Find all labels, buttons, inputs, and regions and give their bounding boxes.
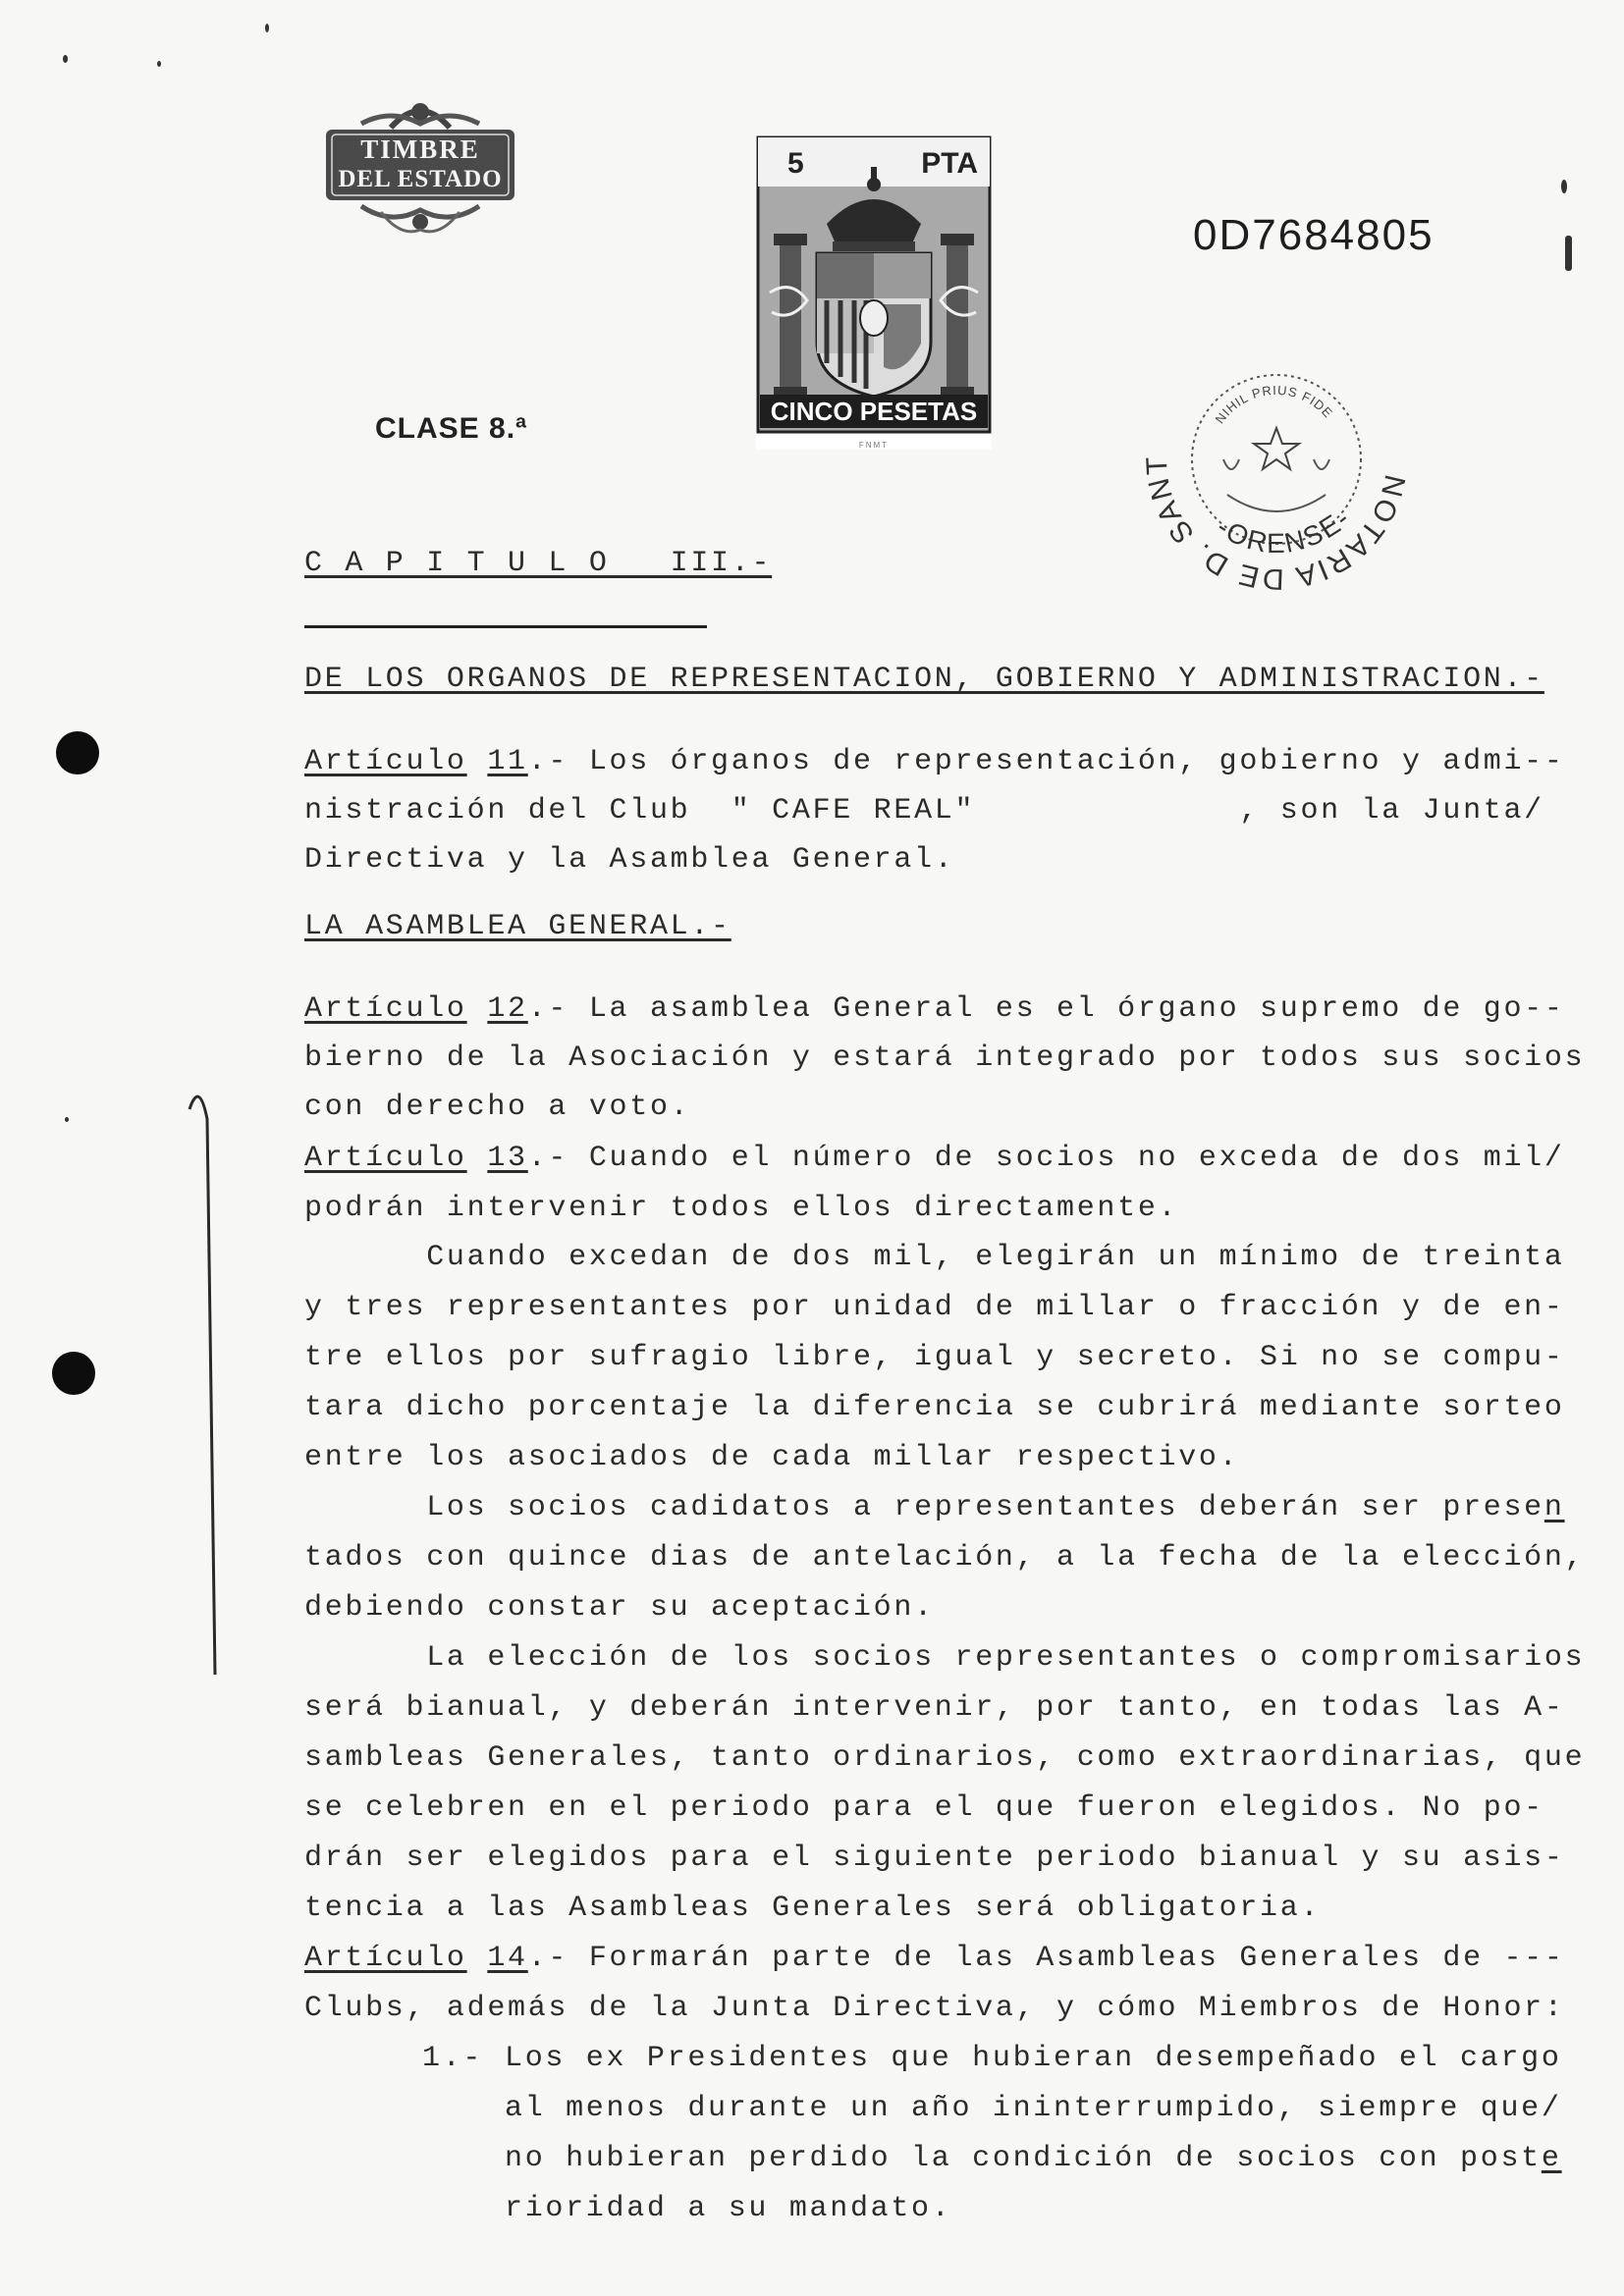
article-13-p3-line-2: tados con quince dias de antelación, a la fecha de la elección, (304, 1541, 1586, 1575)
article-text: no hubieran perdido la condición de socios con post (505, 2142, 1542, 2175)
article-11-line-1 (304, 744, 1565, 779)
notary-seal (1129, 312, 1424, 607)
chapter-subtitle: DE LOS ORGANOS DE REPRESENTACION, GOBIERNO Y ADMINISTRACION.- (304, 663, 1544, 696)
svg-text:NIHIL PRIUS FIDE (1213, 383, 1336, 426)
article-text: .- Cuando el número de socios no exceda de dos mil/ (527, 1142, 1565, 1175)
seal-inner-text: NIHIL PRIUS FIDE (1212, 382, 1336, 427)
article-14-item-line-4: rioridad a su mandato. (505, 2192, 952, 2225)
ink-speck (1565, 236, 1572, 271)
article-number: 14 (487, 1942, 528, 1975)
article-12-line-3: con derecho a voto. (304, 1091, 691, 1124)
article-13-p3-line-3: debiendo constar su aceptación. (304, 1591, 935, 1625)
ink-speck (265, 24, 269, 32)
article-number: 12 (487, 992, 528, 1026)
ink-speck (1561, 180, 1567, 193)
clase-label: CLASE 8.ª (375, 412, 528, 445)
chapter-rule (304, 625, 707, 628)
punch-hole-bottom (52, 1352, 95, 1395)
article-11-line-3: Directiva y la Asamblea General. (304, 843, 955, 877)
article-13-p2-line-3: tre ellos por sufragio libre, igual y secreto. Si no se compu- (304, 1341, 1565, 1374)
article-13-p4-line-4: se celebren en el periodo para el que fueron elegidos. No po- (304, 1791, 1544, 1825)
ink-speck (157, 61, 161, 67)
ink-speck (63, 55, 68, 63)
article-13-p4-line-2: será bianual, y deberán intervenir, por tanto, en todas las A- (304, 1691, 1565, 1725)
chapter-title: C A P I T U L O III.- (304, 547, 773, 580)
article-text: .- La asamblea General es el órgano supremo de go-- (527, 992, 1565, 1026)
article-label: Artículo (304, 1142, 467, 1175)
article-number: 13 (487, 1142, 528, 1175)
timbre-line-2: DEL ESTADO (338, 166, 503, 192)
fiscal-stamp (756, 135, 992, 450)
stamp-currency: PTA (921, 147, 978, 180)
seal-ring-text: NOTARIA DE D. SANT (1140, 454, 1412, 596)
seal-bottom-text: -ORENSE- (1211, 502, 1357, 560)
article-13-p4-line-1: La elección de los socios representantes o compromisarios (304, 1641, 1586, 1675)
margin-bracket-line (182, 1080, 231, 1688)
article-label: Artículo (304, 1942, 467, 1975)
timbre-del-estado-emblem (322, 94, 518, 238)
article-label: Artículo (304, 992, 467, 1026)
article-11-line-2: nistración del Club " CAFE REAL" , son la Junta/ (304, 794, 1544, 828)
article-13-line-1 (304, 1141, 1565, 1176)
section-asamblea-general: LA ASAMBLEA GENERAL.- (304, 910, 731, 943)
article-13-p4-line-6: tencia a las Asambleas Generales será obligatoria. (304, 1892, 1322, 1925)
timbre-line-1: TIMBRE (360, 134, 480, 164)
article-14-item-line-2: al menos durante un año ininterrumpido, siempre que/ (505, 2092, 1562, 2125)
article-13-line-2: podrán intervenir todos ellos directamente. (304, 1192, 1179, 1225)
article-14-item-number: 1.- (422, 2042, 484, 2075)
ink-speck (65, 1117, 69, 1122)
article-13-p2-line-5: entre los asociados de cada millar respectivo. (304, 1441, 1240, 1474)
stamp-maker: FNMT (858, 441, 890, 450)
article-text: .- Formarán parte de las Asambleas Generales de --- (527, 1942, 1565, 1975)
article-text-underlined: n (1543, 1491, 1565, 1524)
article-13-p2-line-4: tara dicho porcentaje la diferencia se cubrirá mediante sorteo (304, 1391, 1565, 1424)
serial-number: 0D7684805 (1193, 211, 1435, 259)
punch-hole-top (56, 731, 99, 774)
article-13-p2-line-2: y tres representantes por unidad de millar o fracción y de en- (304, 1291, 1565, 1324)
article-13-p3-line-1 (304, 1490, 1565, 1525)
article-12-line-1 (304, 991, 1565, 1027)
article-13-p2-line-1: Cuando excedan de dos mil, elegirán un mínimo de treinta (304, 1241, 1565, 1274)
article-text: Los socios cadidatos a representantes deberán ser prese (304, 1491, 1544, 1524)
stamp-value: 5 (787, 147, 804, 180)
article-label: Artículo (304, 745, 467, 778)
article-14-item-line-3 (505, 2141, 1562, 2176)
article-14-item-line-1: Los ex Presidentes que hubieran desempeñado el cargo (505, 2042, 1562, 2075)
article-text: .- Los órganos de representación, gobierno y admi-- (527, 745, 1565, 778)
article-text-underlined: e (1541, 2142, 1562, 2175)
article-14-line-1 (304, 1941, 1565, 1976)
article-13-p4-line-3: sambleas Generales, tanto ordinarios, como extraordinarias, que (304, 1741, 1586, 1775)
article-14-line-2: Clubs, además de la Junta Directiva, y cómo Miembros de Honor: (304, 1992, 1565, 2025)
article-12-line-2: bierno de la Asociación y estará integrado por todos sus socios (304, 1041, 1586, 1075)
article-number: 11 (487, 745, 528, 778)
stamp-band-label: CINCO PESETAS (760, 395, 988, 428)
article-13-p4-line-5: drán ser elegidos para el siguiente periodo bianual y su asis- (304, 1842, 1565, 1875)
